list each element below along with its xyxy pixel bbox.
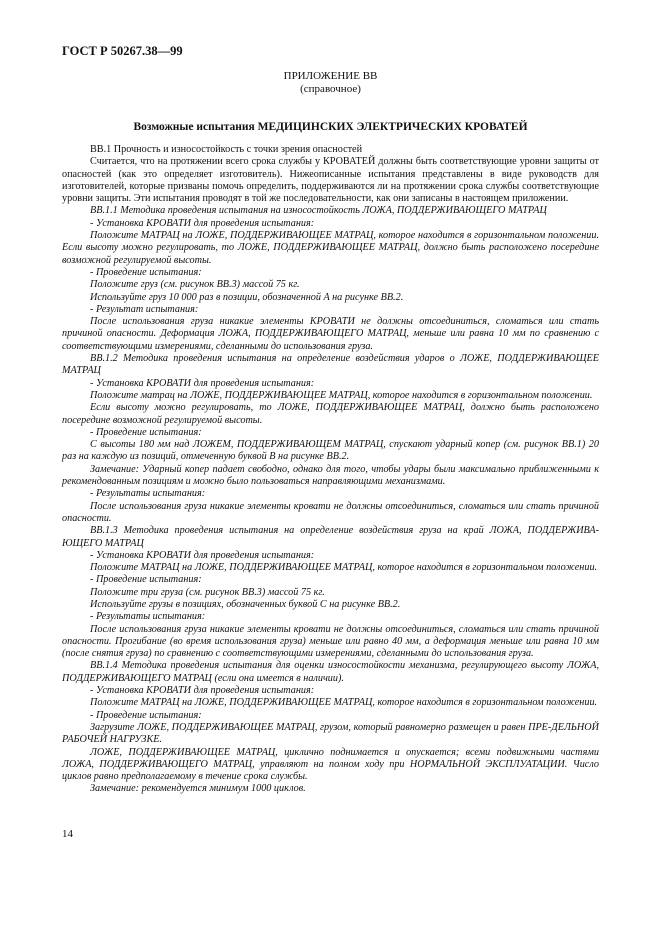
appendix-title: ПРИЛОЖЕНИЕ ВВ	[283, 70, 378, 82]
paragraph: Загрузите ЛОЖЕ, ПОДДЕРЖИВАЮЩЕЕ МАТРАЦ, грузом, который равномерно размещен и равен ПРЕ-ДЕЛЬНОЙ РАБОЧЕЙ НАГРУЗКЕ.	[62, 721, 599, 746]
paragraph: ВВ.1.4 Методика проведения испытания для оценки износостойкости механизма, регулирующего высоту ЛОЖА, ПОДДЕРЖИВАЮЩЕГО МАТРАЦ (если она имеется в наличии).	[62, 660, 599, 684]
paragraph: ЛОЖЕ, ПОДДЕРЖИВАЮЩЕЕ МАТРАЦ, циклично поднимается и опускается; всеми подвижными частями ЛОЖА, ПОДДЕРЖИВАЮЩЕГО МАТРАЦ, управляют на полном ходу при НОРМАЛЬНОЙ ЭКСПЛУАТАЦИИ. Число циклов равно предполагаемому в течение срока службы.	[62, 746, 599, 783]
paragraph: Если высоту можно регулировать, то ЛОЖЕ, ПОДДЕРЖИВАЮЩЕЕ МАТРАЦ, должно быть расположено посередине возможной регулируемой высоты.	[62, 402, 599, 426]
paragraph: Положите МАТРАЦ на ЛОЖЕ, ПОДДЕРЖИВАЮЩЕЕ МАТРАЦ, которое находится в горизонтальном положении.	[90, 562, 598, 574]
paragraph: Положите МАТРАЦ на ЛОЖЕ, ПОДДЕРЖИВАЮЩЕЕ МАТРАЦ, которое находится в горизонтальном положении.	[90, 697, 598, 709]
paragraph: Замечание: Ударный копер падает свободно, однако для того, чтобы удары были максимально приближенными к рекомендованным позициям и можно было пользоваться направляющими механизмами.	[62, 463, 599, 488]
paragraph: ВВ.1.2 Методика проведения испытания на определение воздействия ударов о ЛОЖЕ, ПОДДЕРЖИВАЮЩЕЕ МАТРАЦ	[62, 353, 599, 377]
paragraph: Замечание: рекомендуется минимум 1000 циклов.	[90, 783, 306, 795]
paragraph: Положите груз (см. рисунок ВВ.3) массой 75 кг.	[90, 279, 300, 291]
document-header: ГОСТ Р 50267.38—99	[62, 44, 183, 58]
section-title: Возможные испытания МЕДИЦИНСКИХ ЭЛЕКТРИЧЕСКИХ КРОВАТЕЙ	[133, 121, 528, 133]
paragraph: После использования груза никакие элементы кровати не должны отсоединиться, сломаться или стать причиной опасности.	[62, 500, 599, 524]
paragraph: - Проведение испытания:	[90, 426, 202, 438]
paragraph: ВВ.1.1 Методика проведения испытания на износостойкость ЛОЖА, ПОДДЕРЖИВАЮЩЕГО МАТРАЦ	[90, 205, 547, 217]
paragraph: Положите три груза (см. рисунок ВВ.3) массой 75 кг.	[90, 586, 325, 598]
paragraph: - Проведение испытания:	[90, 574, 202, 586]
paragraph: После использования груза никакие элементы кровати не должны отсоединиться, сломаться или стать причиной опасности. Прогибание (во время использования груза) меньше или равно 40 мм, а деформация меньше или равна 10 мм (после снятия груза) по сравнению с соответствующими измерениями, сделанными до использования груза.	[62, 623, 599, 660]
paragraph: ВВ.1 Прочность и износостойкость с точки зрения опасностей	[90, 144, 363, 155]
paragraph: Используйте грузы в позициях, обозначенных буквой C на рисунке ВВ.2.	[90, 598, 401, 610]
paragraph: - Установка КРОВАТИ для проведения испытания:	[90, 217, 315, 229]
paragraph: - Установка КРОВАТИ для проведения испытания:	[90, 549, 315, 561]
paragraph: - Результаты испытания:	[90, 488, 206, 500]
paragraph: Используйте груз 10 000 раз в позиции, обозначенной A на рисунке ВВ.2.	[90, 291, 404, 303]
paragraph: С высоты 180 мм над ЛОЖЕМ, ПОДДЕРЖИВАЮЩЕМ МАТРАЦ, спускают ударный копер (см. рисунок ВВ.1) 20 раз на каждую из позиций, отмеченную буквой B на рисунке ВВ.2.	[62, 439, 599, 463]
paragraph: ВВ.1.3 Методика проведения испытания на определение воздействия груза на край ЛОЖА, ПОДДЕРЖИВА-ЮЩЕГО МАТРАЦ	[62, 525, 599, 549]
paragraph: После использования груза никакие элементы КРОВАТИ не должны отсоединиться, сломаться или стать причиной опасности. Деформация ЛОЖА, ПОДДЕРЖИВАЮЩЕГО МАТРАЦ, меньше или равна 10 мм по сравнению с соответствующими измерениями, сделанными до использования груза.	[62, 316, 599, 352]
paragraph: Положите матрац на ЛОЖЕ, ПОДДЕРЖИВАЮЩЕЕ МАТРАЦ, которое находится в горизонтальном положении.	[90, 389, 593, 401]
paragraph: Положите МАТРАЦ на ЛОЖЕ, ПОДДЕРЖИВАЮЩЕЕ МАТРАЦ, которое находится в горизонтальном положении. Если высоту можно регулировать, то ЛОЖЕ, ПОДДЕРЖИВАЮЩЕЕ МАТРАЦ, должно быть расположено посередине возможной регулируемой высоты.	[62, 230, 599, 266]
paragraph: - Результат испытания:	[90, 303, 199, 315]
paragraph: - Проведение испытания:	[90, 709, 202, 721]
appendix-heading	[0, 70, 661, 96]
paragraph: - Установка КРОВАТИ для проведения испытания:	[90, 685, 315, 697]
document-body	[62, 144, 599, 796]
page-number: 14	[62, 828, 73, 840]
paragraph: Считается, что на протяжении всего срока службы у КРОВАТЕЙ должны быть соответствующие уровни защиты от опасностей (как это определяет изготовитель). Нижеописанные испытания представлены в виде руководств для изготовителей, которые призваны помочь определить, поддерживаются ли на протяжении срока службы соответствующие уровни защиты. Эти испытания проводят в той же последовательности, как они записаны в настоящем приложении.	[62, 156, 599, 205]
paragraph: - Установка КРОВАТИ для проведения испытания:	[90, 377, 315, 389]
paragraph: - Проведение испытания:	[90, 266, 202, 278]
paragraph: - Результаты испытания:	[90, 611, 206, 623]
appendix-subtitle: (справочное)	[300, 83, 361, 95]
